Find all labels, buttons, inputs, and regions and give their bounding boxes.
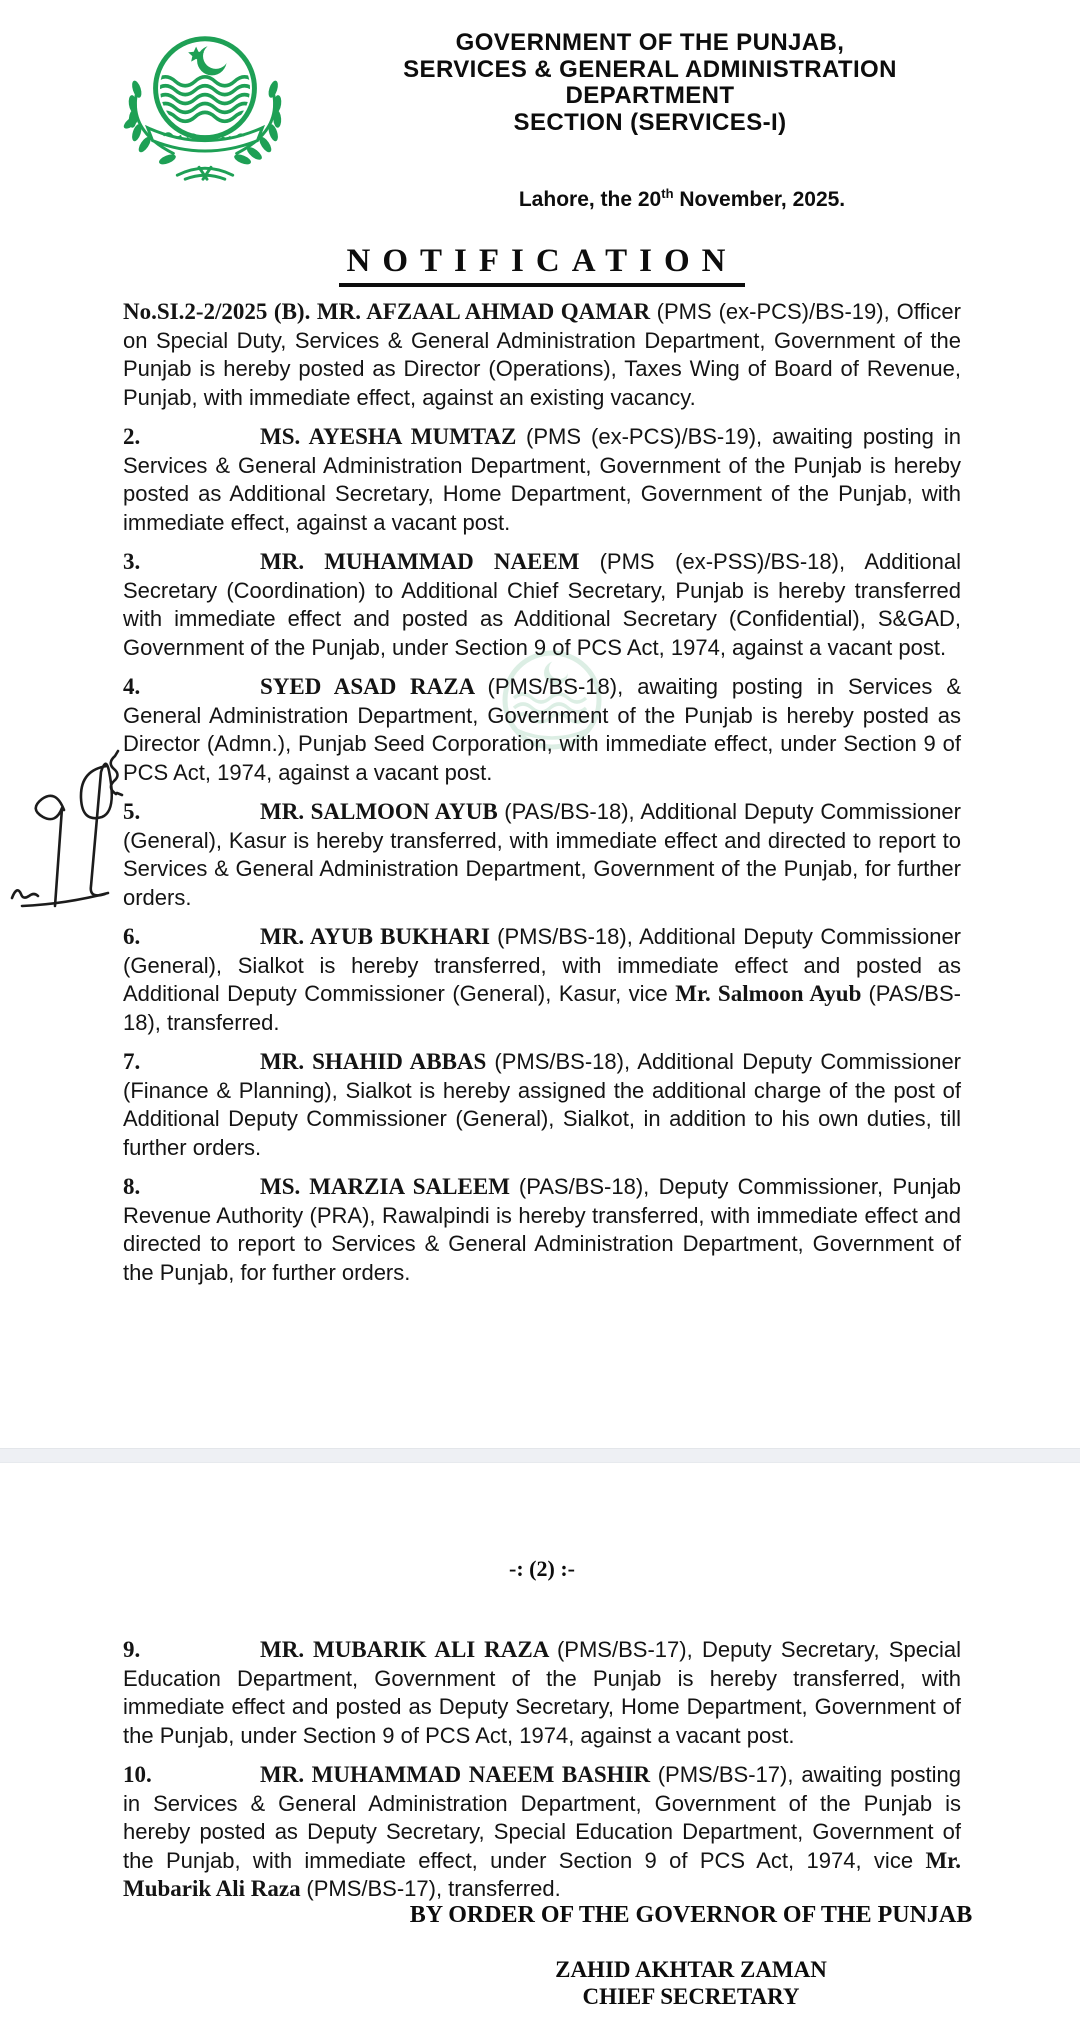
paragraph-text: (PMS/BS-18), awaiting posting in Services & General Administration Department, Government of the Punjab is hereby posted as Director (Admn.), Punjab Seed Corporation, with immediate effect, under Section 9 of PCS Act, 1974, against a vacant post. [123,674,961,785]
paragraph-text: (PMS (ex-PCS)/BS-19), awaiting posting in Services & General Administration Department, Government of the Punjab is hereby posted as Additional Secretary, Home Department, Government of the Punjab, with immediate effect, against a vacant post. [123,424,961,535]
page-number-marker: -: (2) :- [509,1556,575,1581]
notification-paragraph [123,548,961,662]
paragraph-number: 5. [123,799,141,824]
header-line-3: DEPARTMENT [565,82,735,109]
paragraph-text: (PMS/BS-18), Additional Deputy Commissioner (General), Sialkot is hereby transferred, with immediate effect and posted as Additional Deputy Commissioner (General), Kasur, vice [123,924,961,1006]
wheat-cross-bottom [177,167,232,179]
paragraph-number: 10. [123,1762,152,1787]
officer-name-bold: MR. MUBARIK ALI RAZA [260,1637,557,1662]
officer-name-bold: MR. SHAHID ABBAS [260,1049,495,1074]
officer-name-bold: MR. AYUB BUKHARI [260,924,498,949]
header-line-4: SECTION (SERVICES-I) [513,108,787,136]
paragraph-number: 8. [123,1174,141,1199]
officer-name-bold: Mr. Mubarik Ali Raza [123,1847,961,1901]
paragraph-number: 7. [123,1049,141,1074]
paragraph-text: (PMS (ex-PCS)/BS-19), Officer on Special Duty, Services & General Administration Department, Government of the Punjab is hereby posted as Director (Operations), Taxes Wing of Board of Revenue, Punjab, with immediate effect, against an existing vacancy. [123,299,961,410]
officer-name-bold: No.SI.2-2/2025 (B). MR. AFZAAL AHMAD QAMAR [123,299,657,324]
officer-name-bold: MS. AYESHA MUMTAZ [260,424,527,449]
signatory-title: CHIEF SECRETARY [582,1984,800,2009]
notification-body-page-2 [123,1636,961,1915]
by-order-line: BY ORDER OF THE GOVERNOR OF THE PUNJAB [409,1902,973,1928]
paragraph-text: (PMS (ex-PSS)/BS-18), Additional Secretary (Coordination) to Additional Chief Secretary, Punjab is hereby transferred with immediate effect and posted as Additional Secretary (Confidential), S&GAD, Government of the Punjab, under Section 9 of PCS Act, 1974, against a vacant post. [123,549,961,660]
notification-body-page-1 [123,298,961,1298]
notification-title: NOTIFICATION [339,243,746,287]
notification-paragraph [123,1636,961,1750]
notification-paragraph [123,1048,961,1162]
notification-paragraph [123,423,961,537]
paragraph-text: (PAS/BS-18), Deputy Commissioner, Punjab Revenue Authority (PRA), Rawalpindi is hereby transferred, with immediate effect and directed to report to Services & General Administration Department, Government of the Punjab, for further orders. [123,1174,961,1285]
paragraph-number: 9. [123,1637,141,1662]
dateline: Lahore, the 20th November, 2025. [518,186,846,211]
officer-name-bold: MR. SALMOON AYUB [260,799,505,824]
header-line-2: SERVICES & GENERAL ADMINISTRATION [403,55,897,83]
notification-paragraph [123,1173,961,1287]
header-line-1: GOVERNMENT OF THE PUNJAB, [455,29,845,56]
paragraph-text: (PAS/BS-18), Additional Deputy Commissioner (General), Kasur is hereby transferred, with immediate effect and directed to report to Services & General Administration Department, Government of the Punjab, for further orders. [123,799,961,910]
notification-paragraph [123,673,961,787]
notification-paragraph [123,798,961,912]
paragraph-text: (PMS/BS-17), transferred. [306,1876,561,1901]
department-header [320,30,980,136]
signatory-block [405,1956,977,2010]
handwritten-signature [4,748,124,948]
paragraph-number: 2. [123,424,141,449]
officer-name-bold: SYED ASAD RAZA [260,674,488,699]
notification-paragraph [123,298,961,412]
notification-paragraph [123,923,961,1037]
officer-name-bold: MS. MARZIA SALEEM [260,1174,519,1199]
paragraph-number: 4. [123,674,141,699]
signatory-name: ZAHID AKHTAR ZAMAN [555,1957,827,1982]
paragraph-text: (PMS/BS-17), Deputy Secretary, Special Education Department, Government of the Punjab is hereby transferred, with immediate effect and posted as Deputy Secretary, Home Department, Government of the Punjab, under Section 9 of PCS Act, 1974, against a vacant post. [123,1637,961,1748]
punjab-government-emblem [116,26,294,184]
paragraph-number: 6. [123,924,141,949]
paragraph-number: 3. [123,549,141,574]
officer-name-bold: MR. MUHAMMAD NAEEM [260,549,600,574]
page-separator-band [0,1448,1080,1463]
officer-name-bold: MR. MUHAMMAD NAEEM BASHIR [260,1762,658,1787]
officer-name-bold: Mr. Salmoon Ayub [675,981,869,1006]
paragraph-text: (PMS/BS-17), awaiting posting in Services & General Administration Department, Government of the Punjab is hereby posted as Deputy Secretary, Special Education Department, Government of the Punjab, with immediate effect, under Section 9 of PCS Act, 1974, vice [123,1762,962,1873]
paragraph-text: (PAS/BS-18), transferred. [123,981,961,1035]
notification-paragraph [123,1761,961,1904]
paragraph-text: (PMS/BS-18), Additional Deputy Commissioner (Finance & Planning), Sialkot is hereby assigned the additional charge of the post of Additional Deputy Commissioner (General), Sialkot, in addition to his own duties, till further orders. [123,1049,961,1160]
